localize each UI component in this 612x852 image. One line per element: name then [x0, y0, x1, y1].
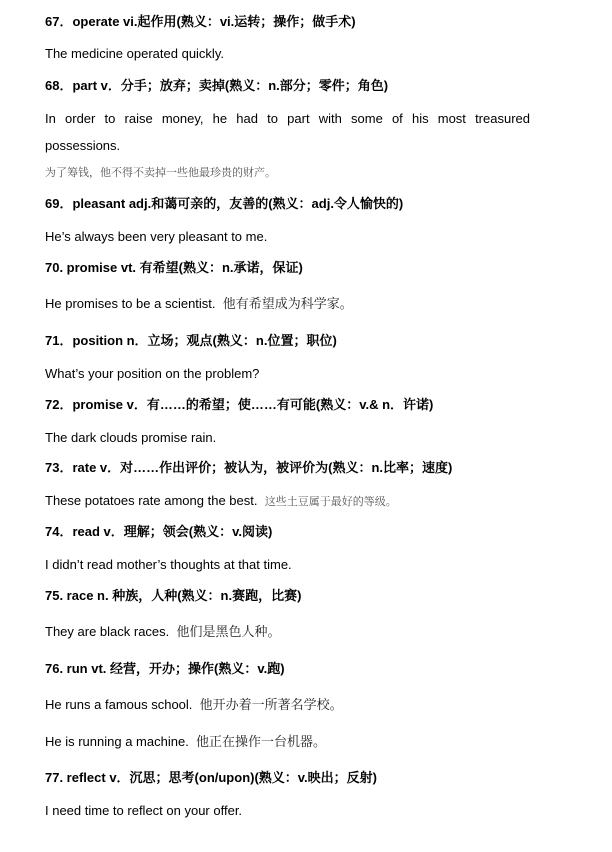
entry-75-translation: 他们是黑色人种。 — [176, 624, 281, 639]
entry-68-example-line2: possessions. — [45, 138, 121, 153]
entry-67-example: The medicine operated quickly. — [45, 46, 224, 61]
entry-68-heading: 68．part v．分手；放弃；卖掉(熟义：n.部分；零件；角色) — [45, 78, 389, 93]
entry-73-translation: 这些土豆属于最好的等级。 — [264, 496, 397, 508]
entry-70-heading: 70. promise vt. 有希望(熟义：n.承诺，保证) — [45, 260, 303, 275]
entry-69-example: He’s always been very pleasant to me. — [45, 229, 268, 244]
entry-67-heading: 67．operate vi.起作用(熟义：vi.运转；操作；做手术) — [45, 14, 356, 29]
entry-75-heading: 75. race n. 种族，人种(熟义：n.赛跑，比赛) — [45, 588, 302, 603]
entry-70-example: He promises to be a scientist. — [45, 296, 216, 311]
entry-70-translation: 他有希望成为科学家。 — [222, 296, 353, 311]
entry-76-example1-row — [45, 697, 530, 713]
entry-74-heading: 74．read v．理解；领会(熟义：v.阅读) — [45, 524, 273, 539]
entry-71-example: What’s your position on the problem? — [45, 366, 260, 381]
entry-76-translation1: 他开办着一所著名学校。 — [199, 697, 343, 712]
entry-75-example: They are black races. — [45, 624, 170, 639]
entry-74-example: I didn’t read mother’s thoughts at that time. — [45, 557, 292, 572]
entry-73-heading: 73．rate v．对……作出评价；被认为，被评价为(熟义：n.比率；速度) — [45, 460, 453, 475]
entry-72-heading: 72．promise v．有……的希望；使……有可能(熟义：v.& n．许诺) — [45, 397, 434, 412]
entry-68-example-line1: In order to raise money, he had to part with some of his most treasured — [45, 111, 530, 126]
entry-75-example-row — [45, 624, 530, 640]
entry-68-translation: 为了筹钱，他不得不卖掉一些他最珍贵的财产。 — [45, 167, 276, 179]
entry-73-example-row — [45, 493, 530, 510]
entry-77-heading: 77. reflect v．沉思；思考(on/upon)(熟义：v.映出；反射) — [45, 770, 377, 785]
entry-69-heading: 69．pleasant adj.和蔼可亲的，友善的(熟义：adj.令人愉快的) — [45, 196, 404, 211]
entry-77-example: I need time to reflect on your offer. — [45, 803, 243, 818]
entry-76-example2-row — [45, 734, 530, 750]
entry-71-heading: 71．position n．立场；观点(熟义：n.位置；职位) — [45, 333, 337, 348]
entry-76-example1: He runs a famous school. — [45, 697, 193, 712]
entry-76-heading: 76. run vt. 经营，开办；操作(熟义：v.跑) — [45, 661, 285, 676]
entry-72-example: The dark clouds promise rain. — [45, 430, 217, 445]
entry-76-example2: He is running a machine. — [45, 734, 189, 749]
entry-76-translation2: 他正在操作一台机器。 — [196, 734, 327, 749]
entry-73-example: These potatoes rate among the best. — [45, 493, 258, 508]
entry-70-example-row — [45, 296, 530, 312]
